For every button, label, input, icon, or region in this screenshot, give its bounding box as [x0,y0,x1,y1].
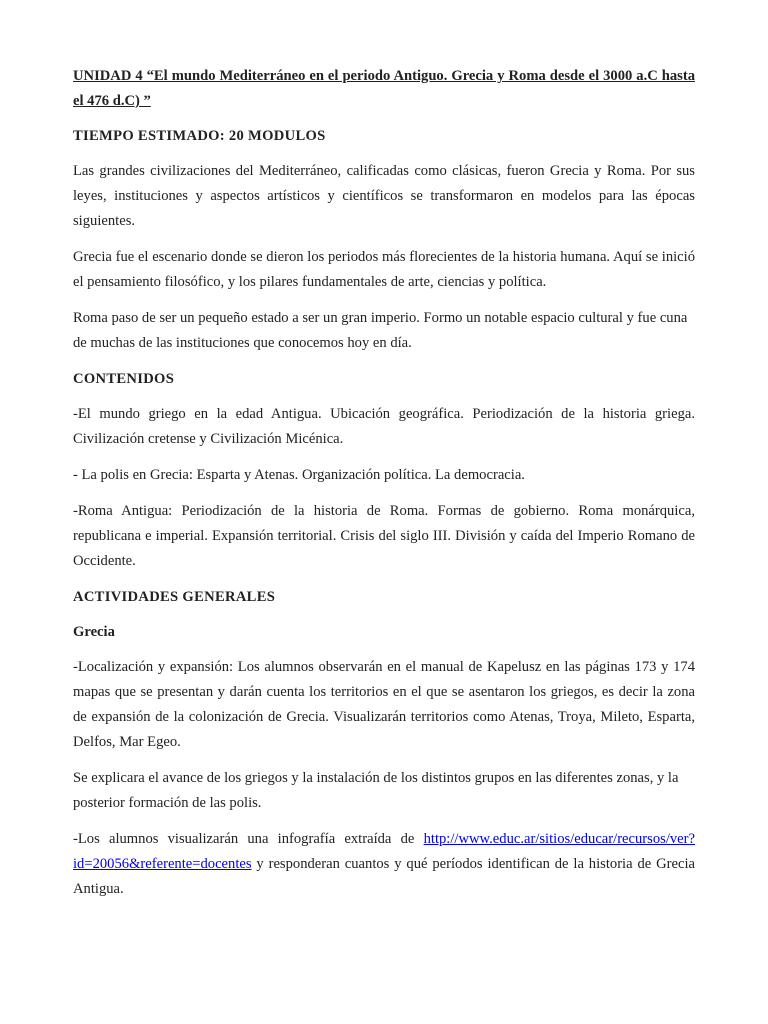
intro-paragraph: Grecia fue el escenario donde se dieron los periodos más florecientes de la historia humana. Aquí se inició el pensamiento filosófico, y los pilares fundamentales de arte, ciencias y política. [73,249,695,290]
intro-paragraph: Las grandes civilizaciones del Mediterráneo, calificadas como clásicas, fueron Grecia y Roma. Por sus leyes, instituciones y aspectos artísticos y científicos se transformaron en modelos para las épocas siguientes. [73,163,695,229]
infographic-link[interactable]: http://www.educ.ar/sitios/educar/recursos/ver?id=20056&referente=docentes [73,831,695,872]
document-page [73,64,695,913]
estimated-time-heading: TIEMPO ESTIMADO: 20 MODULOS [73,128,326,144]
contents-heading: CONTENIDOS [73,371,175,387]
intro-paragraph: Roma paso de ser un pequeño estado a ser un gran imperio. Formo un notable espacio cultural y fue cuna de muchas de las instituciones que conocemos hoy en día. [73,310,688,351]
infographic-text-before: -Los alumnos visualizarán una infografía extraída de [73,831,424,847]
contents-item: - La polis en Grecia: Esparta y Atenas. Organización política. La democracia. [73,467,525,483]
unit-title: UNIDAD 4 “El mundo Mediterráneo en el periodo Antiguo. Grecia y Roma desde el 3000 a.C hasta el 476 d.C) ” [73,68,695,109]
activity-paragraph: Se explicara el avance de los griegos y la instalación de los distintos grupos en las diferentes zonas, y la posterior formación de las polis. [73,770,679,811]
infographic-text-after: y responderan cuantos y qué períodos identifican de la historia de Grecia Antigua. [73,856,695,897]
greece-heading: Grecia [73,624,115,640]
contents-item: -El mundo griego en la edad Antigua. Ubicación geográfica. Periodización de la historia griega. Civilización cretense y Civilización Micénica. [73,406,695,447]
activity-paragraph: -Localización y expansión: Los alumnos observarán en el manual de Kapelusz en las páginas 173 y 174 mapas que se presentan y darán cuenta los territorios en el que se asentaron los griegos, es decir la zona de expansión de la colonización de Grecia. Visualizarán territorios como Atenas, Troya, Mileto, Esparta, Delfos, Mar Egeo. [73,659,695,750]
infographic-paragraph [73,827,695,902]
activities-heading: ACTIVIDADES GENERALES [73,589,276,605]
contents-item: -Roma Antigua: Periodización de la historia de Roma. Formas de gobierno. Roma monárquica, republicana e imperial. Expansión territorial. Crisis del siglo III. División y caída del Imperio Romano de Occidente. [73,503,695,569]
